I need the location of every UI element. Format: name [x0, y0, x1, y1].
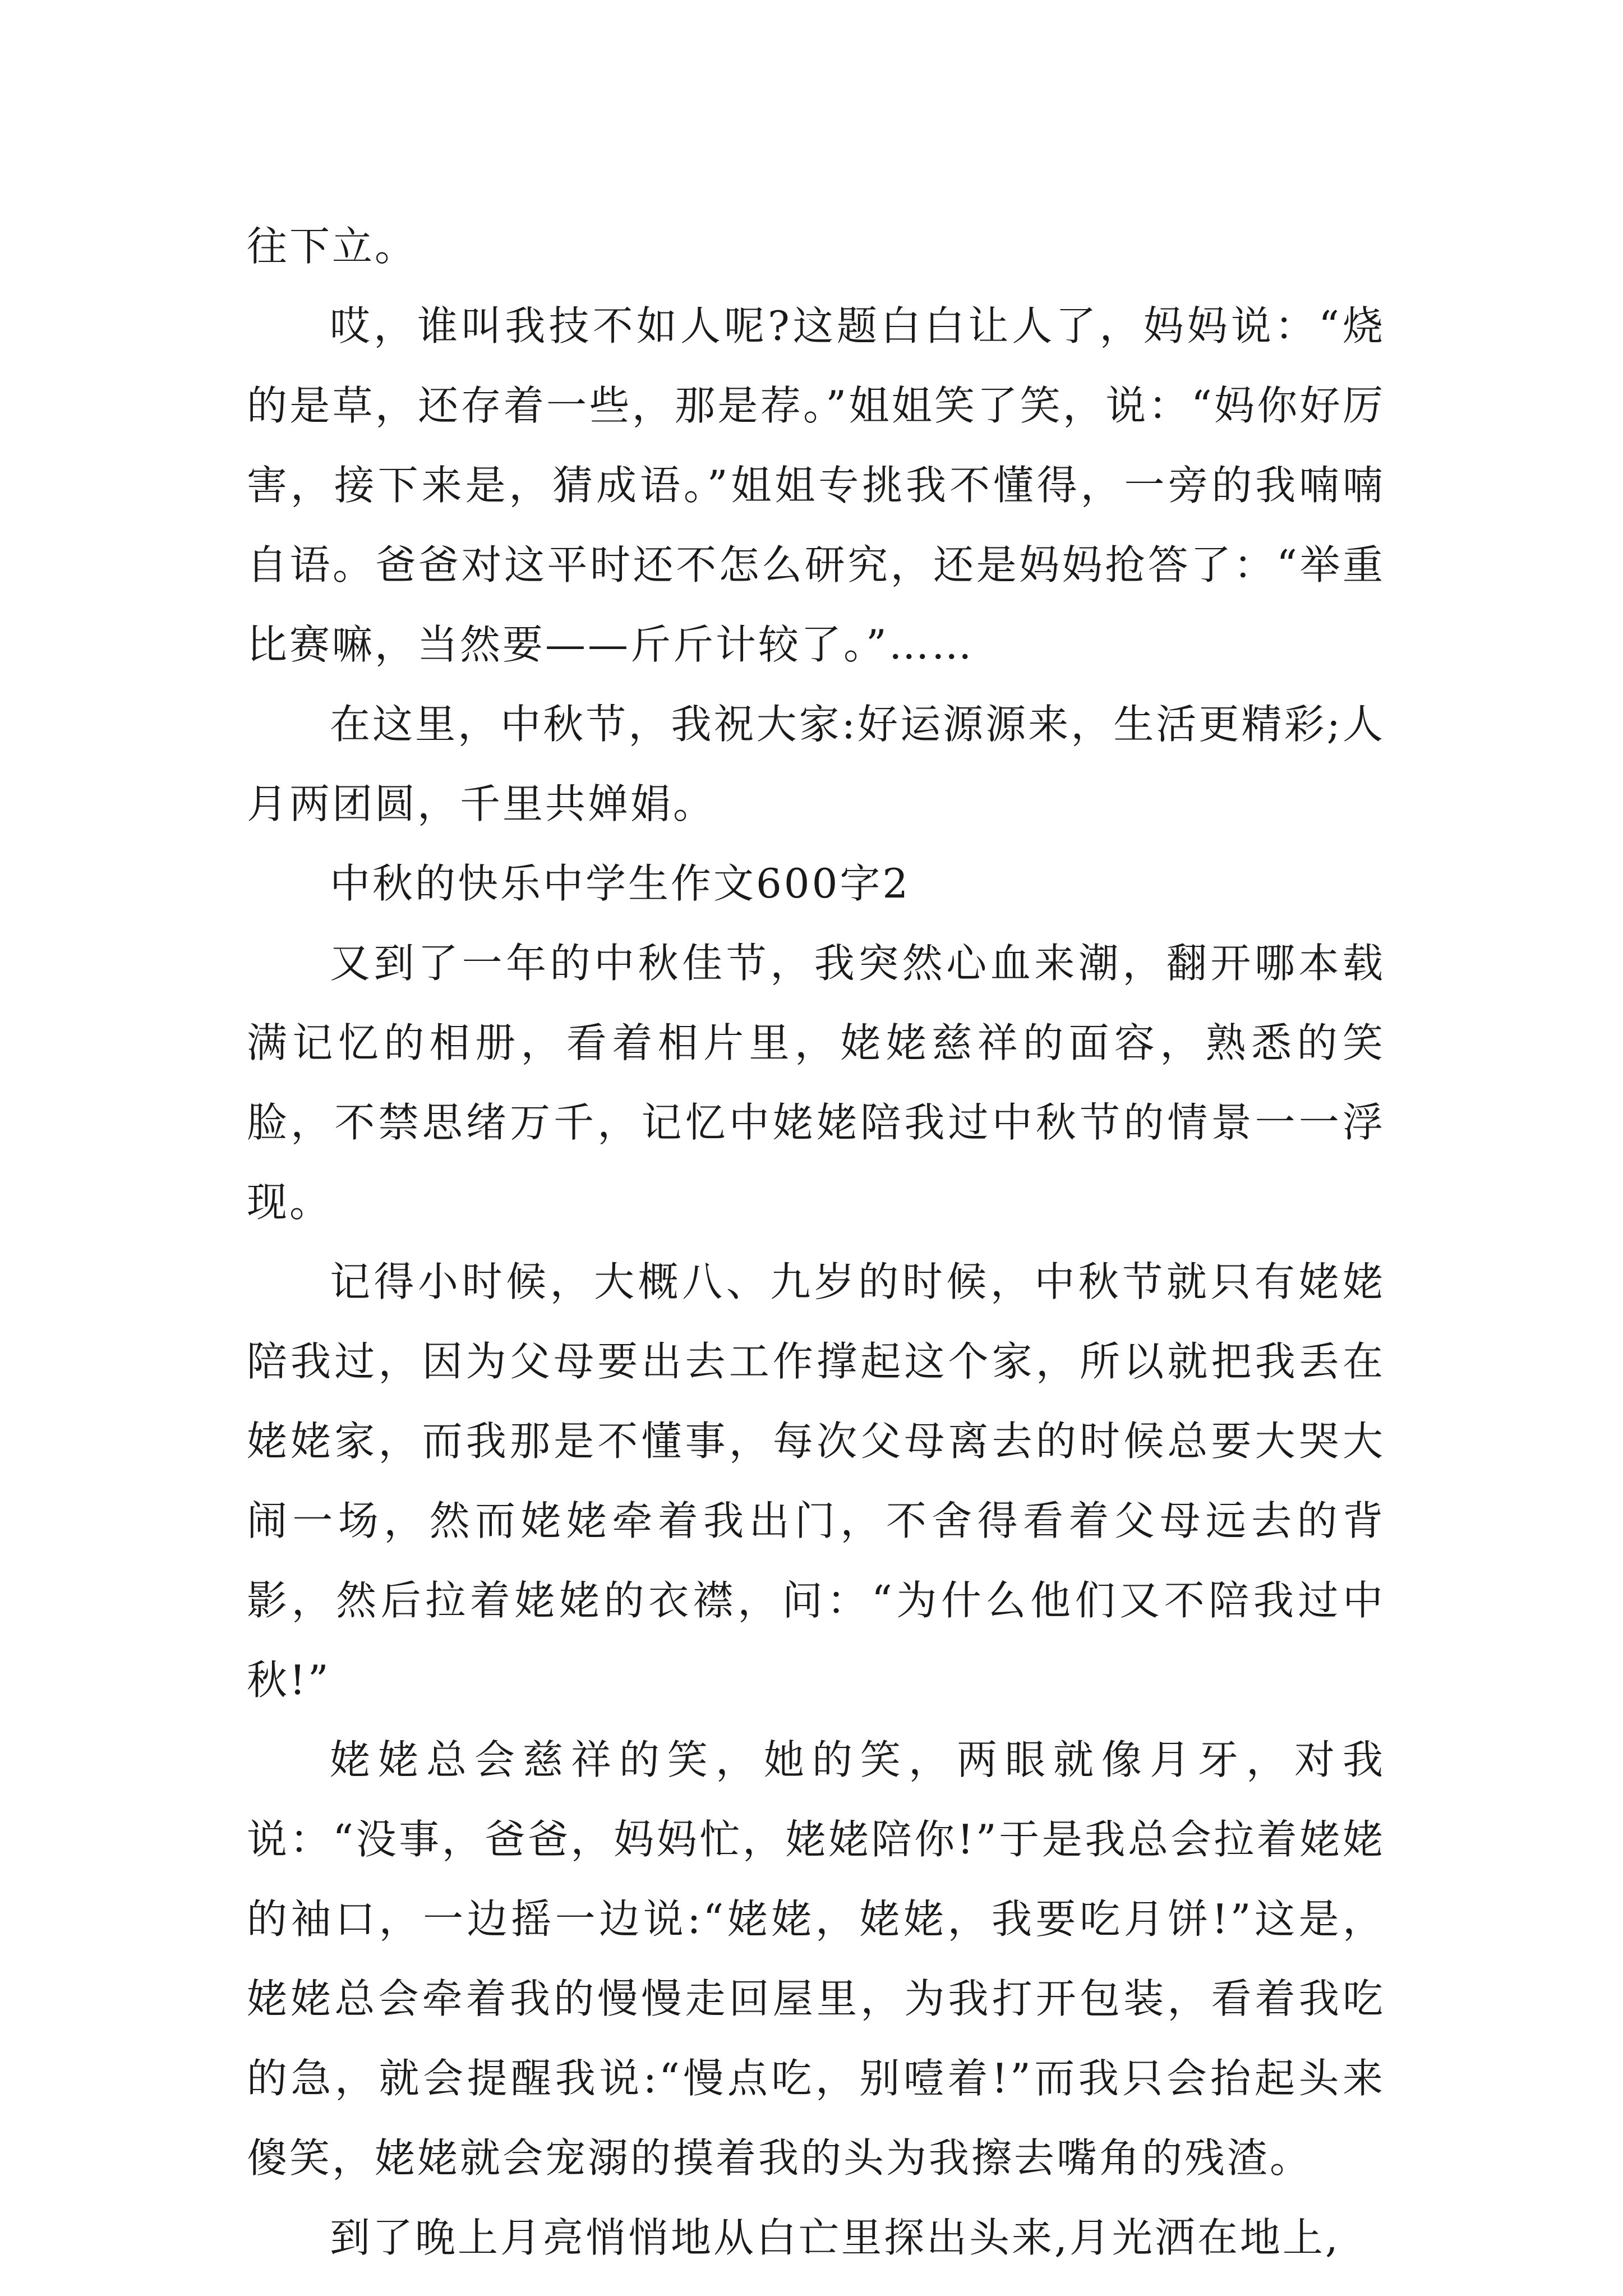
paragraph-evening-moon: 到了晚上月亮悄悄地从白亡里探出头来,月光洒在地上,	[330, 2214, 1340, 2261]
paragraph-riddle-game: 哎，谁叫我技不如人呢?这题白白让人了，妈妈说：“烧的是草，还存着一些，那是荐。”姐姐笑了笑，说：“妈你好厉害，接下来是，猜成语。”姐姐专挑我不懂得，一旁的我喃喃自语。爸爸对这平时还不怎么研究，还是妈妈抢答了：“举重比赛嘛，当然要——斤斤计较了。”……	[247, 302, 1385, 668]
paragraph-continuation: 往下立。	[247, 223, 418, 270]
paragraph-childhood: 记得小时候，大概八、九岁的时候，中秋节就只有姥姥陪我过，因为父母要出去工作撑起这个家，所以就把我丢在姥姥家，而我那是不懂事，每次父母离去的时候总要大哭大闹一场，然而姥姥牵着我出门，不舍得看着父母远去的背影，然后拉着姥姥的衣襟，问：“为什么他们又不陪我过中秋!”	[247, 1258, 1385, 1704]
essay-title: 中秋的快乐中学生作文600字2	[330, 860, 911, 907]
document-body	[247, 206, 1385, 2277]
paragraph-grandma-smile: 姥姥总会慈祥的笑，她的笑，两眼就像月牙，对我说：“没事，爸爸，妈妈忙，姥姥陪你!”于是我总会拉着姥姥的袖口，一边摇一边说:“姥姥，姥姥，我要吃月饼!”这是，姥姥总会牵着我的慢慢走回屋里，为我打开包装，看着我吃的急，就会提醒我说:“慢点吃，别噎着!”而我只会抬起头来傻笑，姥姥就会宠溺的摸着我的头为我擦去嘴角的残渣。	[247, 1736, 1385, 2182]
paragraph-blessing: 在这里，中秋节，我祝大家:好运源源来，生活更精彩;人月两团圆，千里共婵娟。	[247, 701, 1385, 827]
paragraph-photo-album: 又到了一年的中秋佳节，我突然心血来潮，翻开哪本载满记忆的相册，看着相片里，姥姥慈祥的面容，熟悉的笑脸，不禁思绪万千，记忆中姥姥陪我过中秋节的情景一一浮现。	[247, 940, 1385, 1226]
